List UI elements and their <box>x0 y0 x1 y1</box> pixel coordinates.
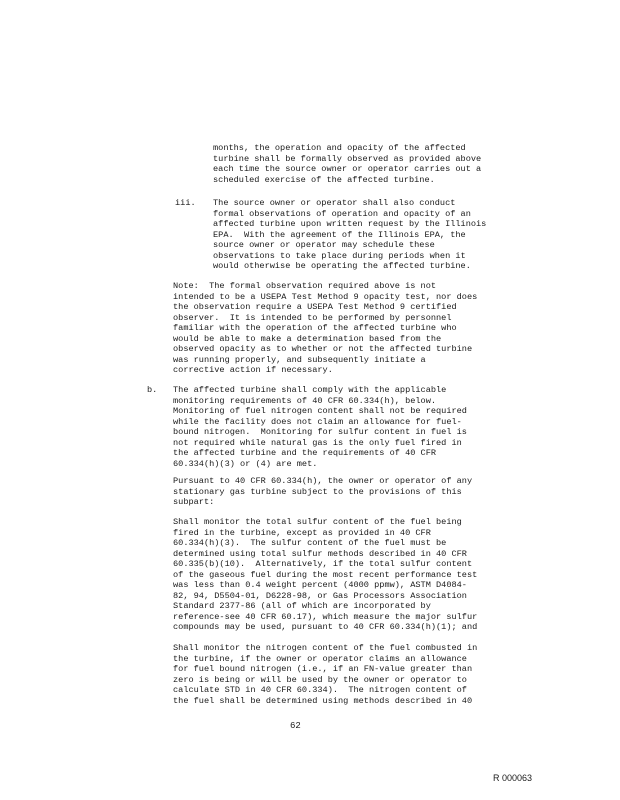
text-line: while the facility does not claim an allowance for fuel- <box>173 416 462 427</box>
paragraph-sulfur-monitoring <box>173 517 477 633</box>
text-line: bound nitrogen. Monitoring for sulfur content in fuel is <box>173 427 467 437</box>
paragraph-item-iii <box>213 198 486 272</box>
text-line: of the gaseous fuel during the most recent performance test <box>173 569 478 580</box>
text-line: intended to be a USEPA Test Method 9 opacity test, nor does <box>173 291 478 302</box>
text-line: each time the source owner or operator carries out a <box>213 164 482 174</box>
text-line: Note: The formal observation required above is not <box>173 281 437 291</box>
text-line: for fuel bound nitrogen (i.e., if an FN-value greater than <box>173 664 473 674</box>
text-line: formal observations of operation and opacity of an <box>213 208 471 219</box>
text-line: subpart: <box>173 497 215 507</box>
text-line: was less than 0.4 weight percent (4000 ppmw), ASTM D4084- <box>173 580 467 590</box>
text-line: fired in the turbine, except as provided in 40 CFR <box>173 527 431 538</box>
text-line: observations to take place during periods when it <box>213 250 466 261</box>
text-line: Monitoring of fuel nitrogen content shall not be required <box>173 406 467 416</box>
text-line: monitoring requirements of 40 CFR 60.334(h), below. <box>173 395 437 406</box>
text-line: turbine shall be formally observed as provided above <box>213 153 482 164</box>
text-line: months, the operation and opacity of the affected <box>213 143 466 153</box>
text-line: observed opacity as to whether or not the affected turbine <box>173 344 473 354</box>
text-line: scheduled exercise of the affected turbine. <box>213 174 435 185</box>
item-marker-iii: iii. <box>175 198 196 208</box>
text-line: reference-see 40 CFR 60.17), which measure the major sulfur <box>173 611 478 622</box>
text-line: the turbine, if the owner or operator claims an allowance <box>173 653 467 664</box>
text-line: Standard 2377-86 (all of which are incorporated by <box>173 601 431 611</box>
text-line: would be able to make a determination based from the <box>173 333 442 344</box>
text-line: would otherwise be operating the affected turbine. <box>213 261 471 271</box>
text-line: zero is being or will be used by the owner or operator to <box>173 674 467 685</box>
text-line: 82, 94, D5504-01, D6228-98, or Gas Processors Association <box>173 590 467 601</box>
text-line: determined using total sulfur methods described in 40 CFR <box>173 548 467 559</box>
paragraph-nitrogen-monitoring <box>173 643 477 706</box>
text-line: not required while natural gas is the only fuel fired in <box>173 437 462 448</box>
text-line: 60.334(h)(3) or (4) are met. <box>173 458 318 469</box>
text-line: 60.334(h)(3). The sulfur content of the fuel must be <box>173 538 447 548</box>
text-line: calculate STD in 40 CFR 60.334). The nitrogen content of <box>173 685 467 695</box>
paragraph-item-b <box>173 385 467 469</box>
text-line: observer. It is intended to be performed by personnel <box>173 312 452 323</box>
text-line: the affected turbine and the requirements of 40 CFR <box>173 448 437 458</box>
text-line: affected turbine upon written request by the Illinois <box>213 219 487 229</box>
paragraph-pursuant <box>173 476 472 508</box>
text-line: EPA. With the agreement of the Illinois EPA, the <box>213 229 466 240</box>
note-paragraph <box>173 281 477 376</box>
text-line: Pursuant to 40 CFR 60.334(h), the owner or operator of any <box>173 476 473 486</box>
text-line: The source owner or operator shall also conduct <box>213 198 456 208</box>
text-line: The affected turbine shall comply with the applicable <box>173 385 447 395</box>
paragraph-continued <box>213 143 481 185</box>
text-line: stationary gas turbine subject to the provisions of this <box>173 486 462 497</box>
text-line: the fuel shall be determined using methods described in 40 <box>173 695 473 706</box>
page-number: 62 <box>290 721 301 731</box>
text-line: was running properly, and subsequently initiate a <box>173 354 426 365</box>
text-line: Shall monitor the nitrogen content of the fuel combusted in <box>173 643 478 653</box>
text-line: Shall monitor the total sulfur content of the fuel being <box>173 517 462 527</box>
text-line: familiar with the operation of the affected turbine who <box>173 323 457 333</box>
text-line: the observation require a USEPA Test Method 9 certified <box>173 302 457 312</box>
text-line: corrective action if necessary. <box>173 365 333 375</box>
text-line: 60.335(b)(10). Alternatively, if the total sulfur content <box>173 559 473 569</box>
text-line: compounds may be used, pursuant to 40 CFR 60.334(h)(1); and <box>173 622 478 632</box>
item-marker-b: b. <box>147 385 158 395</box>
text-line: source owner or operator may schedule these <box>213 240 435 250</box>
bates-number: R 000063 <box>493 773 533 783</box>
